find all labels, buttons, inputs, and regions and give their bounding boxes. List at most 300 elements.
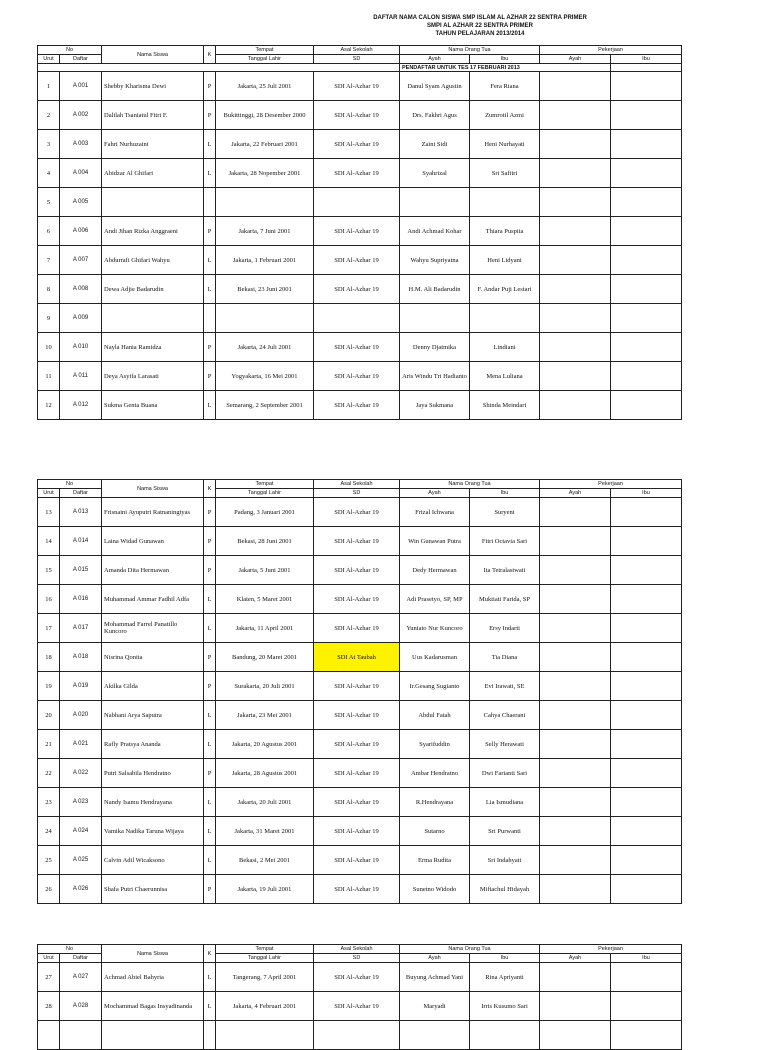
- registration-number: A 018: [60, 643, 102, 672]
- origin-school: SDI Al-Azhar 19: [314, 875, 400, 904]
- registration-number: A 004: [60, 159, 102, 188]
- table-row: [38, 643, 682, 672]
- father-occupation: [540, 788, 611, 817]
- mother-occupation: [611, 963, 682, 992]
- gender: L: [204, 992, 216, 1021]
- origin-school: SDI Al-Azhar 19: [314, 672, 400, 701]
- registration-number: A 022: [60, 759, 102, 788]
- registration-number: A 009: [60, 304, 102, 333]
- occupation-header: Pekerjaan: [540, 945, 682, 954]
- school-name: SMPI AL AZHAR 22 SENTRA PRIMER: [427, 23, 533, 29]
- elementary-school-header: SD: [314, 489, 400, 498]
- student-name: Laina Widad Gunawan: [102, 527, 204, 556]
- gender: P: [204, 217, 216, 246]
- birth-place-header: Tempat: [216, 480, 314, 489]
- gender-header: K: [204, 46, 216, 64]
- student-name: Shafa Putri Chaerunnisa: [102, 875, 204, 904]
- origin-school: SDI Al-Azhar 19: [314, 333, 400, 362]
- father-name: Zaini Sidi: [400, 130, 470, 159]
- student-table: [37, 944, 682, 1050]
- birth-place-date: [216, 188, 314, 217]
- father-occupation: [540, 963, 611, 992]
- mother-occupation: [611, 759, 682, 788]
- mother-name: Sri Indahyati: [470, 846, 540, 875]
- father-occupation: [540, 614, 611, 643]
- father-occupation: [540, 1021, 611, 1050]
- father-occupation: [540, 246, 611, 275]
- registration-number: A 002: [60, 101, 102, 130]
- registration-number: A 011: [60, 362, 102, 391]
- gender: L: [204, 614, 216, 643]
- gender: L: [204, 130, 216, 159]
- birth-place-date: Jakarta, 11 April 2001: [216, 614, 314, 643]
- registration-number: A 017: [60, 614, 102, 643]
- father-occupation: [540, 672, 611, 701]
- student-name: Rafly Pratsya Ananda: [102, 730, 204, 759]
- order-number: 1: [38, 72, 60, 101]
- father-occupation: [540, 101, 611, 130]
- parent-name-header: Nama Orang Tua: [400, 480, 540, 489]
- order-number: 5: [38, 188, 60, 217]
- father-occupation: [540, 333, 611, 362]
- occupation-header: Pekerjaan: [540, 46, 682, 55]
- father-occupation: [540, 556, 611, 585]
- mother-name: [470, 188, 540, 217]
- origin-school: SDI Al-Azhar 19: [314, 101, 400, 130]
- gender: L: [204, 391, 216, 420]
- table-row: [38, 556, 682, 585]
- father-name: Erma Rudita: [400, 846, 470, 875]
- father-name: Buyung Achmad Yani: [400, 963, 470, 992]
- student-name: Shebby Kharisma Dewi: [102, 72, 204, 101]
- mother-name: Zumrotil Azmi: [470, 101, 540, 130]
- birth-place-date: Jakarta, 25 Juli 2001: [216, 72, 314, 101]
- birth-place-date: Jakarta, 4 Februari 2001: [216, 992, 314, 1021]
- registration-number: A 016: [60, 585, 102, 614]
- registration-number: A 003: [60, 130, 102, 159]
- origin-school: SDI Al-Azhar 19: [314, 275, 400, 304]
- father-name-header: Ayah: [400, 489, 470, 498]
- father-occupation-header: Ayah: [540, 489, 611, 498]
- birth-place-date: Bekasi, 28 Juni 2001: [216, 527, 314, 556]
- mother-name: Ita Tetralastwati: [470, 556, 540, 585]
- mother-occupation: [611, 672, 682, 701]
- mother-name-header: Ibu: [470, 489, 540, 498]
- mother-occupation: [611, 527, 682, 556]
- origin-school: SDI Al-Azhar 19: [314, 701, 400, 730]
- student-name: [102, 188, 204, 217]
- origin-school: [314, 188, 400, 217]
- birth-date-header: Tanggal Lahir: [216, 55, 314, 64]
- mother-name: Thiara Puspita: [470, 217, 540, 246]
- student-name: Achmad Abiel Bahyria: [102, 963, 204, 992]
- mother-occupation: [611, 72, 682, 101]
- order-number: 2: [38, 101, 60, 130]
- mother-name: [470, 304, 540, 333]
- table-row: [38, 614, 682, 643]
- table-row: [38, 246, 682, 275]
- mother-name: Dwi Farianti Sari: [470, 759, 540, 788]
- gender: [204, 188, 216, 217]
- gender: P: [204, 101, 216, 130]
- origin-school: SDI Al-Azhar 19: [314, 963, 400, 992]
- origin-school: [314, 1021, 400, 1050]
- order-number: 6: [38, 217, 60, 246]
- mother-occupation: [611, 130, 682, 159]
- origin-school: SDI Al-Azhar 19: [314, 362, 400, 391]
- gender: P: [204, 672, 216, 701]
- order-number: 3: [38, 130, 60, 159]
- origin-school: SDI Al-Azhar 19: [314, 159, 400, 188]
- mother-name: Miftachul Hidayah: [470, 875, 540, 904]
- mother-name: Lindiani: [470, 333, 540, 362]
- father-name: Yuniato Nur Kuncoro: [400, 614, 470, 643]
- mother-occupation: [611, 246, 682, 275]
- father-name: Frizal Ichwana: [400, 498, 470, 527]
- no-header: No: [38, 46, 102, 55]
- father-occupation: [540, 585, 611, 614]
- father-occupation: [540, 730, 611, 759]
- table-row: [38, 101, 682, 130]
- origin-school-header: Asal Sekolah: [314, 480, 400, 489]
- birth-place-date: Jakarta, 23 Mei 2001: [216, 701, 314, 730]
- birth-place-date: Bukittinggi, 28 Desember 2000: [216, 101, 314, 130]
- mother-name: Sri Purwanti: [470, 817, 540, 846]
- table-row: [38, 730, 682, 759]
- gender: P: [204, 759, 216, 788]
- student-name: Nabhani Arya Saputra: [102, 701, 204, 730]
- birth-place-date: [216, 1021, 314, 1050]
- order-number: 20: [38, 701, 60, 730]
- mother-name: Tia Diana: [470, 643, 540, 672]
- mother-name: Suryeni: [470, 498, 540, 527]
- origin-school: SDI Al-Azhar 19: [314, 391, 400, 420]
- birth-place-date: Bekasi, 2 Mei 2001: [216, 846, 314, 875]
- mother-name: Shinda Meindari: [470, 391, 540, 420]
- father-occupation: [540, 188, 611, 217]
- student-name: Calvin Adil Wicaksono: [102, 846, 204, 875]
- student-name: Muhammad Ammar Fadhil Adfa: [102, 585, 204, 614]
- table-row: [38, 1021, 682, 1050]
- gender: L: [204, 788, 216, 817]
- father-occupation: [540, 72, 611, 101]
- mother-occupation-header: Ibu: [611, 55, 682, 64]
- mother-name: Heni Lidyani: [470, 246, 540, 275]
- order-number: 17: [38, 614, 60, 643]
- registration-number: A 026: [60, 875, 102, 904]
- birth-place-date: Jakarta, 19 Juli 2001: [216, 875, 314, 904]
- student-name: Nandy Isamu Hendrayana: [102, 788, 204, 817]
- student-name: Dewa Adjie Badarudin: [102, 275, 204, 304]
- mother-occupation: [611, 101, 682, 130]
- table-row: [38, 188, 682, 217]
- gender: L: [204, 701, 216, 730]
- mother-name: [470, 1021, 540, 1050]
- father-occupation: [540, 362, 611, 391]
- origin-school: SDI Al-Azhar 19: [314, 759, 400, 788]
- mother-name: F. Andar Puji Lestari: [470, 275, 540, 304]
- table-row: [38, 992, 682, 1021]
- order-number: 9: [38, 304, 60, 333]
- table-row: [38, 217, 682, 246]
- gender: P: [204, 333, 216, 362]
- father-name: Dedy Hermawan: [400, 556, 470, 585]
- student-table: [37, 479, 682, 904]
- origin-school: SDI Al-Azhar 19: [314, 730, 400, 759]
- father-name: Sutarno: [400, 817, 470, 846]
- father-name: Maryadi: [400, 992, 470, 1021]
- father-occupation: [540, 498, 611, 527]
- mother-name: Cahya Chaerani: [470, 701, 540, 730]
- table-row: [38, 498, 682, 527]
- registration-number: A 008: [60, 275, 102, 304]
- father-occupation: [540, 275, 611, 304]
- birth-place-date: Padang, 3 Januari 2001: [216, 498, 314, 527]
- father-occupation: [540, 992, 611, 1021]
- father-occupation: [540, 391, 611, 420]
- birth-place-date: Jakarta, 24 Juli 2001: [216, 333, 314, 362]
- student-name: Abidzar Al Ghifari: [102, 159, 204, 188]
- origin-school: SDI Al-Azhar 19: [314, 246, 400, 275]
- birth-place-date: Surakarta, 20 Juli 2001: [216, 672, 314, 701]
- gender: P: [204, 556, 216, 585]
- origin-school: SDI Al-Azhar 19: [314, 556, 400, 585]
- origin-school: SDI Al-Azhar 19: [314, 130, 400, 159]
- father-occupation: [540, 304, 611, 333]
- birth-place-date: Jakarta, 28 Nopember 2001: [216, 159, 314, 188]
- father-name: Ir.Gesang Sugianto: [400, 672, 470, 701]
- document-title: DAFTAR NAMA CALON SISWA SMP ISLAM AL AZHAR 22 SENTRA PRIMER: [373, 15, 587, 21]
- father-occupation-header: Ayah: [540, 55, 611, 64]
- father-name: Sunetno Widodo: [400, 875, 470, 904]
- father-name: Abdul Fatah: [400, 701, 470, 730]
- registration-number: A 021: [60, 730, 102, 759]
- father-name: [400, 1021, 470, 1050]
- birth-place-date: Jakarta, 31 Maret 2001: [216, 817, 314, 846]
- student-table: [37, 45, 682, 420]
- father-occupation: [540, 701, 611, 730]
- father-occupation: [540, 759, 611, 788]
- birth-place-date: Bekasi, 23 Juni 2001: [216, 275, 314, 304]
- mother-occupation: [611, 362, 682, 391]
- academic-year: TAHUN PELAJARAN 2013/2014: [435, 31, 525, 37]
- father-name: Jaya Sukmana: [400, 391, 470, 420]
- origin-school: SDI Al-Azhar 19: [314, 788, 400, 817]
- origin-school: SDI At Taubah: [314, 643, 400, 672]
- birth-place-date: Yogyakarta, 16 Mei 2001: [216, 362, 314, 391]
- birth-place-header: Tempat: [216, 945, 314, 954]
- mother-occupation: [611, 788, 682, 817]
- order-number: 23: [38, 788, 60, 817]
- birth-place-date: Jakarta, 20 Agustus 2001: [216, 730, 314, 759]
- father-occupation: [540, 217, 611, 246]
- mother-name: Rina Apriyanti: [470, 963, 540, 992]
- origin-school: SDI Al-Azhar 19: [314, 498, 400, 527]
- mother-name: Lia Ismudiana: [470, 788, 540, 817]
- mother-occupation: [611, 643, 682, 672]
- registration-number: A 015: [60, 556, 102, 585]
- origin-school: SDI Al-Azhar 19: [314, 846, 400, 875]
- origin-school-header: Asal Sekolah: [314, 46, 400, 55]
- mother-occupation: [611, 275, 682, 304]
- father-name: Adi Prasetyo, SP, MP: [400, 585, 470, 614]
- order-number: 19: [38, 672, 60, 701]
- registration-number: A 028: [60, 992, 102, 1021]
- registration-number-header: Daftar: [60, 55, 102, 64]
- birth-place-date: Jakarta, 7 Juni 2001: [216, 217, 314, 246]
- mother-name-header: Ibu: [470, 954, 540, 963]
- mother-name: Mena Luliana: [470, 362, 540, 391]
- registration-number: A 010: [60, 333, 102, 362]
- father-name: R.Hendrayana: [400, 788, 470, 817]
- student-name: Sukma Genta Buana: [102, 391, 204, 420]
- gender: P: [204, 875, 216, 904]
- order-number: 25: [38, 846, 60, 875]
- student-name-header: Nama Siswa: [102, 480, 204, 498]
- table-row: [38, 672, 682, 701]
- mother-occupation: [611, 159, 682, 188]
- order-number: 11: [38, 362, 60, 391]
- student-name: Mochammad Bagas Insyadinanda: [102, 992, 204, 1021]
- mother-occupation: [611, 498, 682, 527]
- mother-name: Fitri Octavia Sari: [470, 527, 540, 556]
- father-occupation: [540, 875, 611, 904]
- student-name: Abdurrafi Ghifari Wahyu: [102, 246, 204, 275]
- student-name: Putri Salsabila Hendratno: [102, 759, 204, 788]
- order-number: 10: [38, 333, 60, 362]
- father-occupation: [540, 527, 611, 556]
- student-name: Andi Jihan Rizka Anggraeni: [102, 217, 204, 246]
- student-name: Deya Asyifa Larasati: [102, 362, 204, 391]
- registration-number: A 020: [60, 701, 102, 730]
- gender: P: [204, 527, 216, 556]
- father-name: Andi Achmad Kohar: [400, 217, 470, 246]
- gender: L: [204, 846, 216, 875]
- father-occupation: [540, 846, 611, 875]
- gender: L: [204, 246, 216, 275]
- registration-number: A 006: [60, 217, 102, 246]
- mother-name-header: Ibu: [470, 55, 540, 64]
- table-row: [38, 788, 682, 817]
- order-number: 27: [38, 963, 60, 992]
- father-name: [400, 188, 470, 217]
- registration-number: A 001: [60, 72, 102, 101]
- registration-number: A 023: [60, 788, 102, 817]
- mother-occupation-header: Ibu: [611, 954, 682, 963]
- student-name: Nayla Hania Ramidza: [102, 333, 204, 362]
- no-header: No: [38, 945, 102, 954]
- table-row: [38, 875, 682, 904]
- mother-occupation: [611, 556, 682, 585]
- registration-number: A 007: [60, 246, 102, 275]
- birth-place-date: Semarang, 2 September 2001: [216, 391, 314, 420]
- order-number-header: Urut: [38, 954, 60, 963]
- father-name: Ambar Hendratno: [400, 759, 470, 788]
- table-row: [38, 585, 682, 614]
- table-row: [38, 391, 682, 420]
- order-number: 13: [38, 498, 60, 527]
- gender: L: [204, 585, 216, 614]
- father-name: Syarifuddin: [400, 730, 470, 759]
- gender: P: [204, 72, 216, 101]
- registration-number: A 005: [60, 188, 102, 217]
- order-number: [38, 1021, 60, 1050]
- registration-number: A 012: [60, 391, 102, 420]
- origin-school-header: Asal Sekolah: [314, 945, 400, 954]
- table-row: [38, 72, 682, 101]
- order-number: 12: [38, 391, 60, 420]
- order-number: 28: [38, 992, 60, 1021]
- table-row: [38, 527, 682, 556]
- mother-occupation: [611, 875, 682, 904]
- registration-number: A 013: [60, 498, 102, 527]
- student-name: [102, 304, 204, 333]
- student-name-header: Nama Siswa: [102, 945, 204, 963]
- gender: P: [204, 362, 216, 391]
- registration-number: A 019: [60, 672, 102, 701]
- student-name: Amanda Dita Hermawan: [102, 556, 204, 585]
- mother-occupation: [611, 992, 682, 1021]
- table-row: [38, 275, 682, 304]
- occupation-header: Pekerjaan: [540, 480, 682, 489]
- mother-occupation: [611, 217, 682, 246]
- registration-number-header: Daftar: [60, 489, 102, 498]
- gender: P: [204, 498, 216, 527]
- mother-name: Selly Herawati: [470, 730, 540, 759]
- student-name: Vamika Nadika Taruna Wijaya: [102, 817, 204, 846]
- birth-place-date: Jakarta, 22 Februari 2001: [216, 130, 314, 159]
- mother-occupation: [611, 585, 682, 614]
- father-name-header: Ayah: [400, 954, 470, 963]
- mother-occupation: [611, 188, 682, 217]
- birth-place-date: Bandung, 20 Maret 2001: [216, 643, 314, 672]
- gender: [204, 304, 216, 333]
- parent-name-header: Nama Orang Tua: [400, 945, 540, 954]
- origin-school: SDI Al-Azhar 19: [314, 72, 400, 101]
- registration-number: A 027: [60, 963, 102, 992]
- order-number: 24: [38, 817, 60, 846]
- birth-place-date: Jakarta, 20 Juli 2001: [216, 788, 314, 817]
- gender: L: [204, 159, 216, 188]
- registration-note-row: [38, 64, 682, 72]
- father-occupation: [540, 159, 611, 188]
- origin-school: SDI Al-Azhar 19: [314, 585, 400, 614]
- father-name-header: Ayah: [400, 55, 470, 64]
- table-row: [38, 846, 682, 875]
- father-occupation-header: Ayah: [540, 954, 611, 963]
- father-name: Syahrizal: [400, 159, 470, 188]
- registration-number: [60, 1021, 102, 1050]
- gender: [204, 1021, 216, 1050]
- mother-name: Fera Riana: [470, 72, 540, 101]
- mother-occupation: [611, 391, 682, 420]
- birth-place-header: Tempat: [216, 46, 314, 55]
- mother-occupation: [611, 817, 682, 846]
- elementary-school-header: SD: [314, 954, 400, 963]
- birth-date-header: Tanggal Lahir: [216, 954, 314, 963]
- father-name: Win Gunawan Putra: [400, 527, 470, 556]
- gender: L: [204, 817, 216, 846]
- origin-school: [314, 304, 400, 333]
- birth-date-header: Tanggal Lahir: [216, 489, 314, 498]
- order-number: 21: [38, 730, 60, 759]
- registration-number: A 025: [60, 846, 102, 875]
- origin-school: SDI Al-Azhar 19: [314, 527, 400, 556]
- student-name: Dalilah Tsaniatul Fitri F.: [102, 101, 204, 130]
- father-name: Aris Windu Tri Hadianto: [400, 362, 470, 391]
- order-number: 14: [38, 527, 60, 556]
- order-number: 16: [38, 585, 60, 614]
